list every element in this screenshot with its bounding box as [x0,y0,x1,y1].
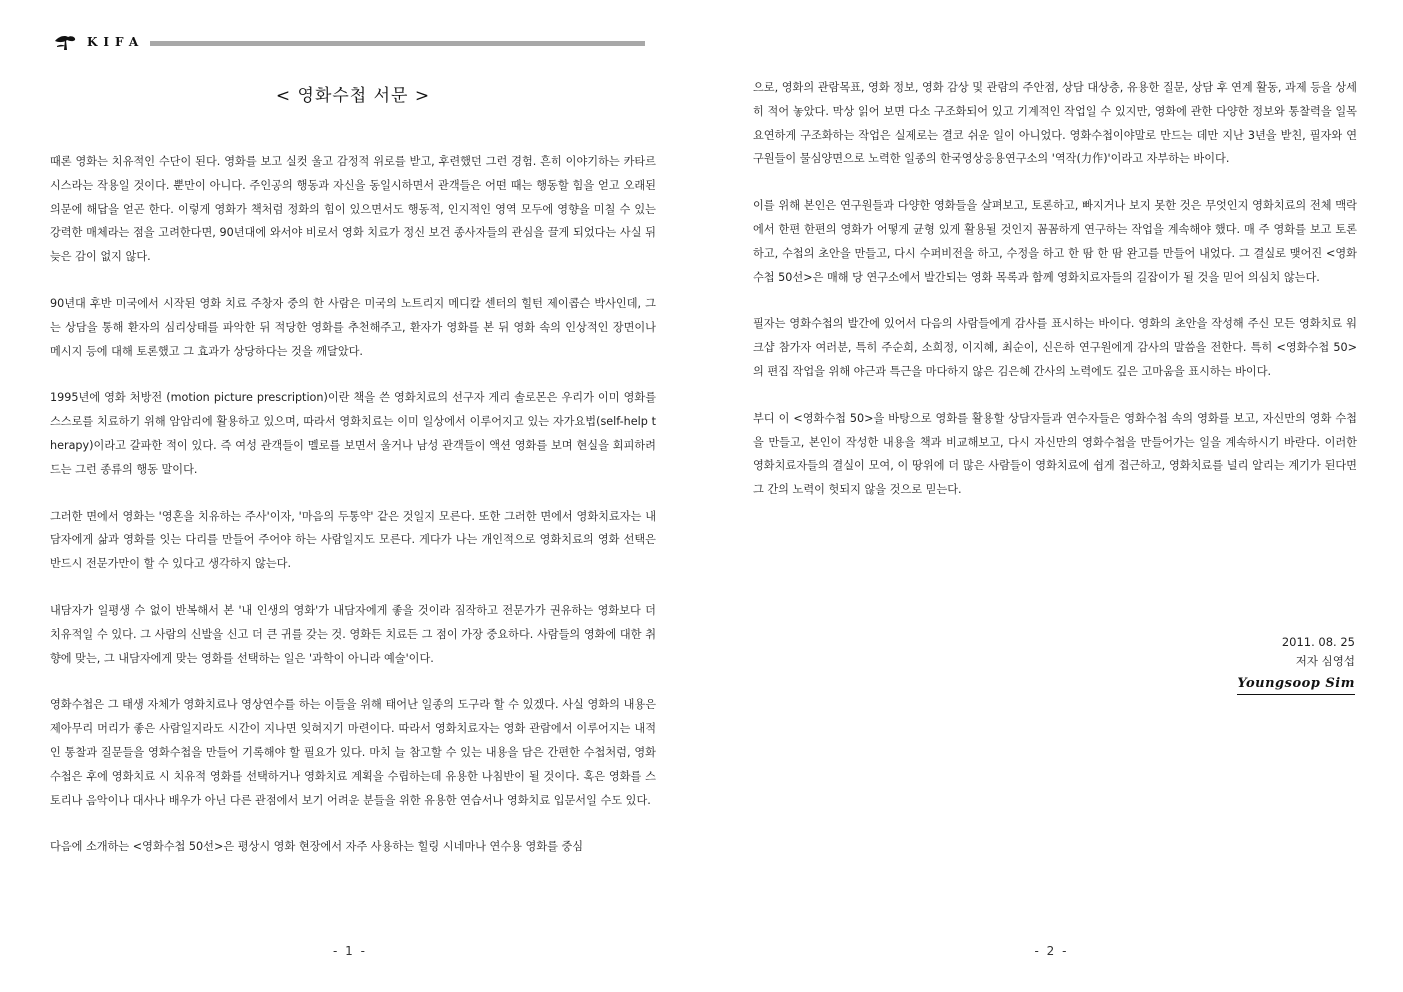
paragraph: 그러한 면에서 영화는 '영혼을 치유하는 주사'이자, '마음의 두통약' 같은 것일지 모른다. 또한 그러한 면에서 영화치료자는 내담자에게 삶과 영화를 잇는 다리를 만들어 주어야 하는 사람일지도 모른다. 게다가 나는 개인적으로 영화치료의 영화 선택은 반드시 전문가만이 할 수 있다고 생각하지 않는다. [50,509,656,571]
signature-author: 저자 심영섭 [1295,654,1355,668]
page-left [0,0,700,992]
paragraph: 1995년에 영화 처방전 (motion picture prescription)이란 책을 쓴 영화치료의 선구자 게리 솔로몬은 우리가 이미 영화를 스스로를 치료하기 위해 암암리에 활용하고 있으며, 따라서 영화치료는 이미 일상에서 이루어지고 있는 자가요법(self-help therapy)이라고 갈파한 적이 있다. 즉 여성 관객들이 멜로를 보면서 울거나 남성 관객들이 액션 영화를 보며 현실을 회피하려 드는 그런 종류의 행동 말이다. [50,391,657,476]
page-header [53,34,648,56]
paragraph: 으로, 영화의 관람목표, 영화 정보, 영화 감상 및 관람의 주안점, 상담 대상층, 유용한 질문, 상담 후 연계 활동, 과제 등을 상세히 적어 놓았다. 막상 읽어 보면 다소 구조화되어 있고 기계적인 작업일 수 있지만, 영화에 관한 다양한 정보와 통찰력을 일목요연하게 구조화하는 작업은 실제로는 결코 쉬운 일이 아니었다. 영화수첩이야말로 만드는 데만 지난 3년을 받친, 필자와 연구원들이 물심양면으로 노력한 일종의 한국영상응용연구소의 '역작(力作)'이라고 자부하는 바이다. [753,81,1357,166]
title-text: 영화수첩 서문 [297,86,409,106]
signature-block [1237,633,1355,695]
logo-text: KIFA [87,35,145,49]
page-number: - 2 - [1034,944,1069,958]
handwritten-signature: Youngsoop Sim [1237,674,1355,695]
page-body [50,150,656,882]
paragraph: 부디 이 <영화수첩 50>을 바탕으로 영화를 활용할 상담자들과 연수자들은 영화수첩 속의 영화를 보고, 자신만의 영화 수첩을 만들고, 본인이 작성한 내용을 책과 비교해보고, 다시 자신만의 영화수첩을 만들어가는 일을 계속하시기 바란다. 이러한 영화치료자들의 결실이 모여, 이 땅위에 더 많은 사람들이 영화치료에 쉽게 접근하고, 영화치료를 널리 알리는 계기가 된다면 그 간의 노력이 헛되지 않을 것으로 믿는다. [753,411,1357,497]
title-close-bracket: > [414,86,431,106]
paragraph: 내담자가 일평생 수 없이 반복해서 본 '내 인생의 영화'가 내담자에게 좋을 것이라 짐작하고 전문가가 권유하는 영화보다 더 치유적일 수 있다. 그 사람의 신발을 신고 더 큰 귀를 갖는 것. 영화든 치료든 그 점이 가장 중요하다. 사람들의 영화에 대한 취향에 맞는, 그 내담자에게 맞는 영화를 선택하는 일은 '과학이 아니라 예술'이다. [50,603,656,665]
page-right [700,0,1403,992]
page-body [753,76,1357,525]
header-divider [150,41,645,46]
tree-logo-icon [53,34,77,52]
paragraph: 영화수첩은 그 태생 자체가 영화치료나 영상연수를 하는 이들을 위해 태어난 일종의 도구라 할 수 있겠다. 사실 영화의 내용은 제아무리 머리가 좋은 사람일지라도 시간이 지나면 잊혀지기 마련이다. 따라서 영화치료자는 영화 관람에서 이루어지는 내적인 통찰과 질문들을 영화수첩을 만들어 기록해야 할 필요가 있다. 마치 늘 참고할 수 있는 내용을 담은 간편한 수첩처럼, 영화수첩은 후에 영화치료 시 치유적 영화를 선택하거나 영화치료 계획을 수립하는데 유용한 나침반이 될 것이다. 혹은 영화를 스토리나 음악이나 대사나 배우가 아닌 다른 관점에서 보기 어려운 분들을 위한 유용한 연습서나 영화치료 입문서일 수도 있다. [50,698,656,807]
page-title [50,81,656,106]
paragraph: 이를 위해 본인은 연구원들과 다양한 영화들을 살펴보고, 토론하고, 빠지거나 보지 못한 것은 무엇인지 영화치료의 전체 맥락에서 한편 한편의 영화가 어떻게 균형 있게 활용될 것인지 꼼꼼하게 연구하는 작업을 계속해야 했다. 매 주 영화를 보고 토론하고, 수첩의 초안을 만들고, 다시 수퍼비전을 하고, 수정을 하고 한 땀 한 땀 완고를 만들어 내었다. 그 결실로 맺어진 <영화수첩 50선>은 매해 당 연구소에서 발간되는 영화 목록과 함께 영화치료자들의 길잡이가 될 것을 믿어 의심치 않는다. [753,199,1357,284]
paragraph: 필자는 영화수첩의 발간에 있어서 다음의 사람들에게 감사를 표시하는 바이다. 영화의 초안을 작성해 주신 모든 영화치료 워크샵 참가자 여러분, 특히 주순희, 소희정, 이지혜, 최순이, 신은하 연구원에게 감사의 말씀을 전한다. 특히 <영화수첩 50>의 편집 작업을 위해 야근과 특근을 마다하지 않은 김은혜 간사의 노력에도 깊은 고마움을 표시하는 바이다. [753,317,1357,378]
paragraph: 때론 영화는 치유적인 수단이 된다. 영화를 보고 실컷 울고 감정적 위로를 받고, 후련했던 그런 경험. 흔히 이야기하는 카타르시스라는 작용일 것이다. 뿐만이 아니다. 주인공의 행동과 자신을 동일시하면서 관객들은 어떤 때는 행동할 힘을 얻고 오래된 의문에 해답을 얻곤 한다. 이렇게 영화가 책처럼 정화의 힘이 있으면서도 행동적, 인지적인 영역 모두에 영향을 미칠 수 있는 강력한 매체라는 점을 고려한다면, 90년대에 와서야 비로서 영화 치료가 정신 보건 종사자들의 관심을 끌게 되었다는 사실 뒤늦은 감이 없지 않다. [50,155,656,264]
paragraph: 90년대 후반 미국에서 시작된 영화 치료 주창자 중의 한 사람은 미국의 노트리지 메디칼 센터의 힐턴 제이콥슨 박사인데, 그는 상담을 통해 환자의 심리상태를 파악한 뒤 적당한 영화를 추천해주고, 환자가 영화를 본 뒤 영화 속의 인상적인 장면이나 메시지 등에 대해 토론했고 그 효과가 상당하다는 것을 깨달았다. [50,296,656,358]
paragraph: 다음에 소개하는 <영화수첩 50선>은 평상시 영화 현장에서 자주 사용하는 힐링 시네마나 연수용 영화를 중심 [50,840,584,854]
page-number: - 1 - [333,944,367,958]
title-open-bracket: < [275,86,292,106]
signature-date: 2011. 08. 25 [1281,635,1355,649]
